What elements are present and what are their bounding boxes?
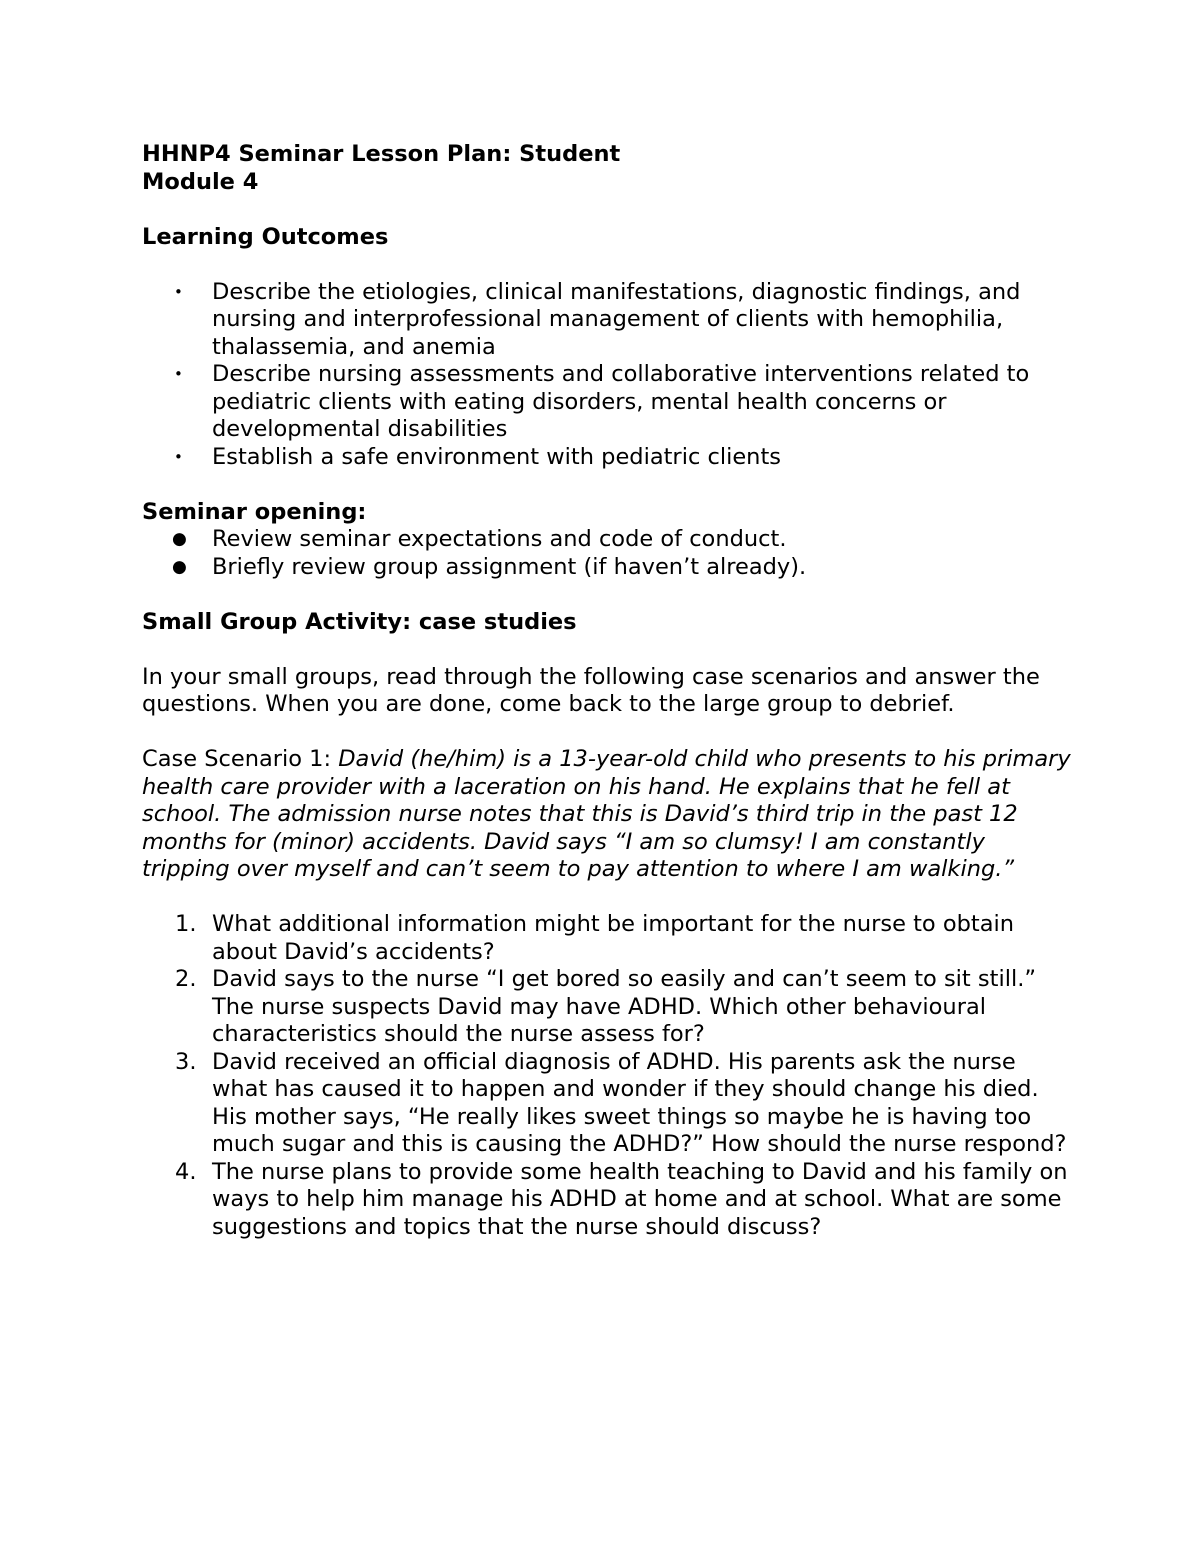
question-number: 3. [175, 1048, 197, 1075]
small-group-intro: In your small groups, read through the following case scenarios and answer the questions. When you are done, come back to the large group to debrief. [142, 663, 1040, 717]
list-item: ● Briefly review group assignment (if haven’t already). [142, 554, 1072, 582]
question-text: David received an official diagnosis of ADHD. His parents ask the nurse what has caused it to happen and wonder if they should change his died. His mother says, “He really likes sweet things so maybe he is having too much sugar and this is causing the ADHD?” How should the nurse respond? [212, 1048, 1067, 1157]
list-item [142, 1159, 1072, 1242]
question-number: 1. [175, 911, 197, 937]
question-text: David says to the nurse “I get bored so easily and can’t seem to sit still.” The nurse suspects David may have ADHD. Which other behavioural characteristics should the nurse assess for? [212, 966, 1037, 1047]
question-text: The nurse plans to provide some health teaching to David and his family on ways to help him manage his ADHD at home and at school. What are some suggestions and topics that the nurse should discuss? [212, 1158, 1068, 1240]
seminar-opening-heading: Seminar opening: [142, 498, 367, 525]
small-group-heading: Small Group Activity: case studies [142, 608, 577, 635]
list-item [142, 966, 1072, 1049]
document-page [142, 141, 1072, 1241]
list-item [142, 911, 1072, 966]
spacer [142, 196, 1072, 224]
list-item [142, 1049, 1072, 1159]
list-item: • Describe the etiologies, clinical manifestations, diagnostic findings, and nursing and interprofessional management of clients with hemophilia, thalassemia, and anemia [142, 279, 1072, 362]
spacer [142, 719, 1072, 747]
module-label: Module 4 [142, 168, 259, 195]
case-scenario-label: Case Scenario 1: [142, 746, 339, 772]
question-number: 4. [175, 1158, 197, 1185]
list-item: ● Review seminar expectations and code of conduct. [142, 526, 1072, 554]
case-scenario-text: David (he/him) is a 13-year-old child who presents to his primary health care provider with a laceration on his hand. He explains that he fell at school. The admission nurse notes that this is David’s third trip in the past 12 months for (minor) accidents. David says “I am so clumsy! I am constantly tripping over myself and can’t seem to pay attention to where I am walking.” [142, 746, 1071, 882]
document-title: HHNP4 Seminar Lesson Plan: Student [142, 141, 621, 167]
learning-outcomes-heading: Learning Outcomes [142, 223, 389, 250]
list-item: • Describe nursing assessments and collaborative interventions related to pediatric clients with eating disorders, mental health concerns or developmental disabilities [142, 361, 1072, 444]
list-item: • Establish a safe environment with pediatric clients [142, 444, 1072, 472]
spacer [142, 251, 1072, 279]
spacer [142, 636, 1072, 664]
spacer [142, 471, 1072, 499]
spacer [142, 581, 1072, 609]
question-number: 2. [175, 966, 197, 992]
seminar-opening-list [142, 526, 1072, 581]
case-scenario-paragraph [142, 746, 1072, 884]
learning-outcomes-list [142, 279, 1072, 472]
question-text: What additional information might be important for the nurse to obtain about David’s accidents? [212, 911, 1015, 965]
spacer [142, 884, 1072, 912]
case-questions-list [142, 911, 1072, 1241]
